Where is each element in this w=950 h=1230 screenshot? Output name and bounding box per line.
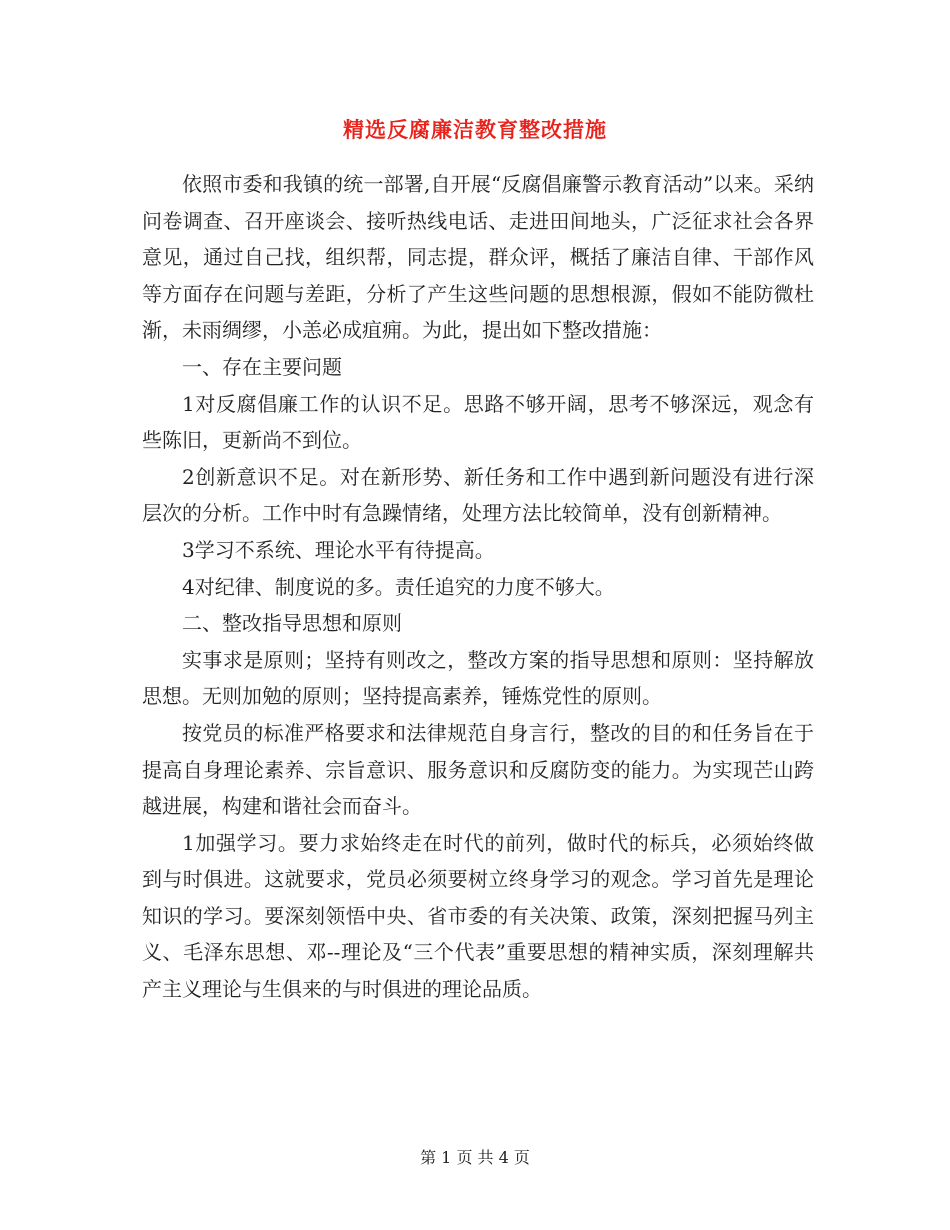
section-heading-main-problems: 一、存在主要问题 [182,354,342,379]
page-footer [0,1146,950,1170]
paragraph-problem-3: 3学习不系统、理论水平有待提高。 [182,537,495,562]
document-title: 精选反腐廉洁教育整改措施 [343,117,607,142]
paragraph-principles: 实事求是原则；坚持有则改之，整改方案的指导思想和原则：坚持解放思想。无则加勉的原则；坚持提高素养，锤炼党性的原则。 [142,647,814,709]
paragraph-problem-1: 1对反腐倡廉工作的认识不足。思路不够开阔，思考不够深远，观念有些陈旧，更新尚不到位。 [142,391,814,453]
paragraph-problem-2: 2创新意识不足。对在新形势、新任务和工作中遇到新问题没有进行深层次的分析。工作中时有急躁情绪，处理方法比较简单，没有创新精神。 [142,464,814,526]
document-body [142,166,814,1008]
page-number-label: 第 1 页 共 4 页 [420,1148,530,1167]
paragraph-problem-4: 4对纪律、制度说的多。责任追究的力度不够大。 [182,574,615,599]
paragraph-purpose: 按党员的标准严格要求和法律规范自身言行，整改的目的和任务旨在于提高自身理论素养、宗旨意识、服务意识和反腐防变的能力。为实现芒山跨越进展，构建和谐社会而奋斗。 [142,720,814,819]
paragraph-measure-1: 1加强学习。要力求始终走在时代的前列，做时代的标兵，必须始终做到与时俱进。这就要求，党员必须要树立终身学习的观念。学习首先是理论知识的学习。要深刻领悟中央、省市委的有关决策、政策，深刻把握马列主义、毛泽东思想、邓--理论及“三个代表”重要思想的精神实质，深刻理解共产主义理论与生俱来的与时俱进的理论品质。 [142,830,814,1002]
section-heading-guiding-principles: 二、整改指导思想和原则 [182,611,402,636]
paragraph-intro: 依照市委和我镇的统一部署,自开展“反腐倡廉警示教育活动”以来。采纳问卷调查、召开座谈会、接听热线电话、走进田间地头，广泛征求社会各界意见，通过自己找，组织帮，同志提，群众评，概括了廉洁自律、干部作风等方面存在问题与差距，分析了产生这些问题的思想根源，假如不能防微杜渐，未雨绸缪，小恙必成疽痈。为此，提出如下整改措施： [142,172,814,343]
